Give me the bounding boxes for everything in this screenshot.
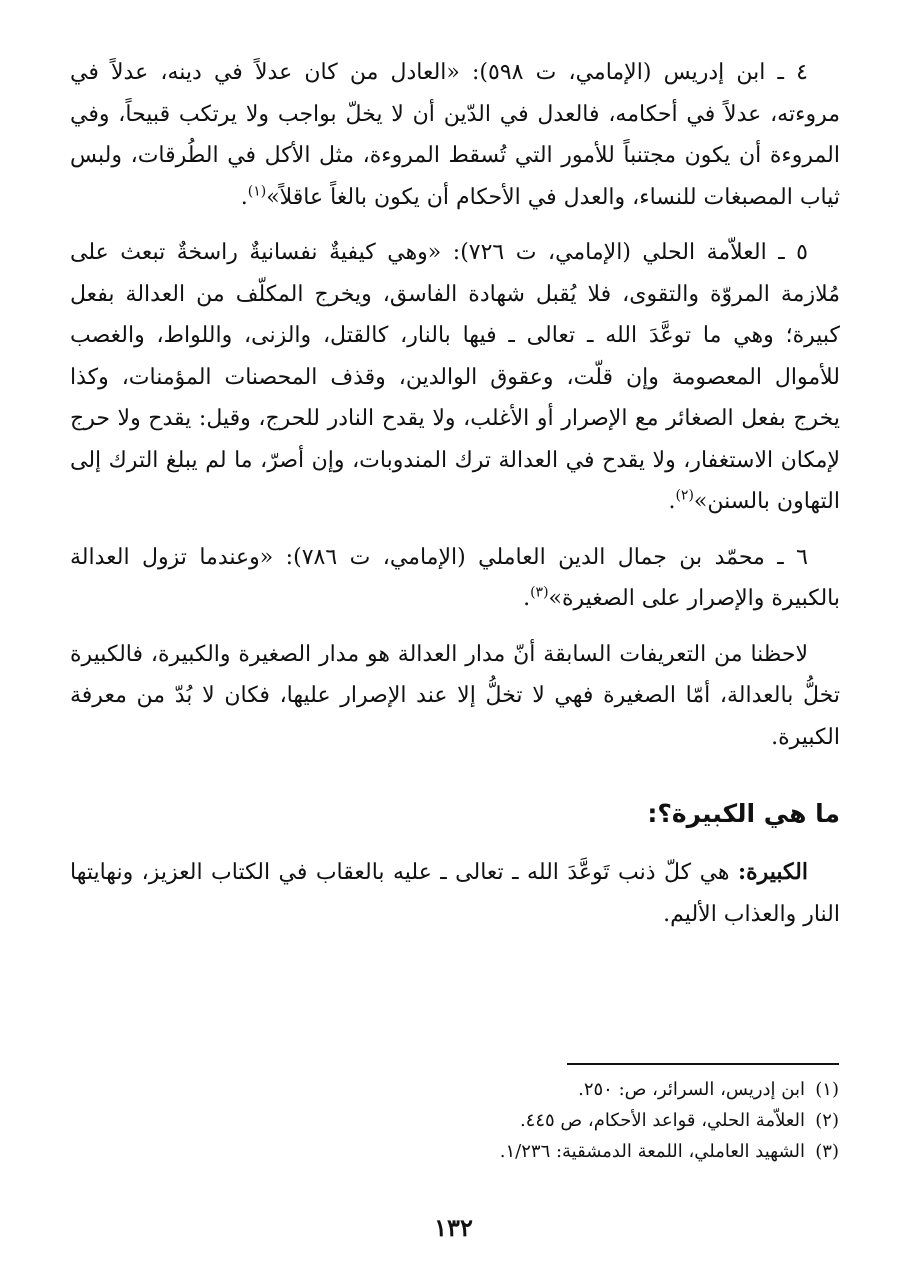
footnote-ref[interactable]: (٢)	[675, 487, 694, 504]
paragraph-text: ٥ ـ العلاّمة الحلي (الإمامي، ت ٧٢٦): «وهي كيفيةٌ نفسانيةٌ راسخةٌ تبعث على مُلازمة المروّة والتقوى، فلا يُقبل شهادة الفاسق، ويخرج المكلّف من العدالة بفعل كبيرة؛ وهي ما توعَّدَ الله ـ تعالى ـ فيها بالنار، كالقتل، والزنى، واللواط، والغصب للأموال المعصومة وإن قلّت، وعقوق الوالدين، وقذف المحصنات المؤمنات، وكذا يخرج بفعل الصغائر مع الإصرار أو الأغلب، ولا يقدح النادر للحرج، وقيل: يقدح ولا حرج لإمكان الاستغفار، ولا يقدح في العدالة ترك المندوبات، وإن أصرّ، ما لم يبلغ الترك إلى التهاون بالسنن»	[70, 240, 840, 514]
paragraph-text: ٦ ـ محمّد بن جمال الدين العاملي (الإمامي، ت ٧٨٦): «وعندما تزول العدالة بالكبيرة والإصرار على الصغيرة»	[70, 544, 840, 611]
paragraph-definition	[70, 852, 840, 935]
paragraph-end: .	[668, 489, 676, 514]
footnote-text: العلاّمة الحلي، قواعد الأحكام، ص ٤٤٥.	[519, 1110, 805, 1131]
footnote-number: (١)	[815, 1079, 839, 1100]
page-number: ١٣٢	[434, 1213, 473, 1242]
footnote-number: (٢)	[815, 1110, 839, 1131]
paragraph-amili	[70, 537, 840, 620]
footnote-divider	[567, 1063, 839, 1065]
footnote-text: ابن إدريس، السرائر، ص: ٢٥٠.	[578, 1079, 805, 1100]
paragraph-allama-hilli	[70, 232, 840, 523]
footnote-ref[interactable]: (٣)	[530, 584, 549, 601]
paragraph-end: .	[523, 586, 531, 611]
paragraph-text: ٤ ـ ابن إدريس (الإمامي، ت ٥٩٨): «العادل من كان عدلاً في دينه، عدلاً في مروءته، عدلاً في أحكامه، فالعدل في الدّين أن لا يخلّ بواجب ولا يرتكب قبيحاً، وفي المروءة أن يكون مجتنباً للأمور التي تُسقط المروءة، مثل الأكل في الطُرقات، ولبس ثياب المصبغات للنساء، والعدل في الأحكام أن يكون بالغاً عاقلاً»	[70, 60, 840, 210]
footnote-ref[interactable]: (١)	[247, 183, 267, 200]
footnotes	[239, 1074, 839, 1167]
footnote-item	[239, 1105, 839, 1136]
section-heading: ما هي الكبيرة؟:	[647, 799, 840, 828]
paragraph-text: لاحظنا من التعريفات السابقة أنّ مدار العدالة هو مدار الصغيرة والكبيرة، فالكبيرة تخلُّ بالعدالة، أمّا الصغيرة فهي لا تخلُّ إلا عند الإصرار عليها، فكان لا بُدّ من معرفة الكبيرة.	[70, 641, 840, 750]
definition-text: هي كلّ ذنب تَوعَّدَ الله ـ تعالى ـ عليه بالعقاب في الكتاب العزيز، ونهايتها النار والعذاب الأليم.	[70, 860, 840, 927]
paragraph-end: .	[240, 184, 248, 210]
page-body	[70, 52, 840, 949]
footnote-item	[239, 1136, 839, 1167]
footnote-number: (٣)	[815, 1141, 839, 1162]
definition-term: الكبيرة:	[737, 859, 808, 885]
paragraph-summary	[70, 634, 840, 759]
footnote-item	[239, 1074, 839, 1105]
paragraph-ibn-idris	[70, 52, 840, 218]
footnote-text: الشهيد العاملي، اللمعة الدمشقية: ١/٢٣٦.	[499, 1141, 805, 1162]
